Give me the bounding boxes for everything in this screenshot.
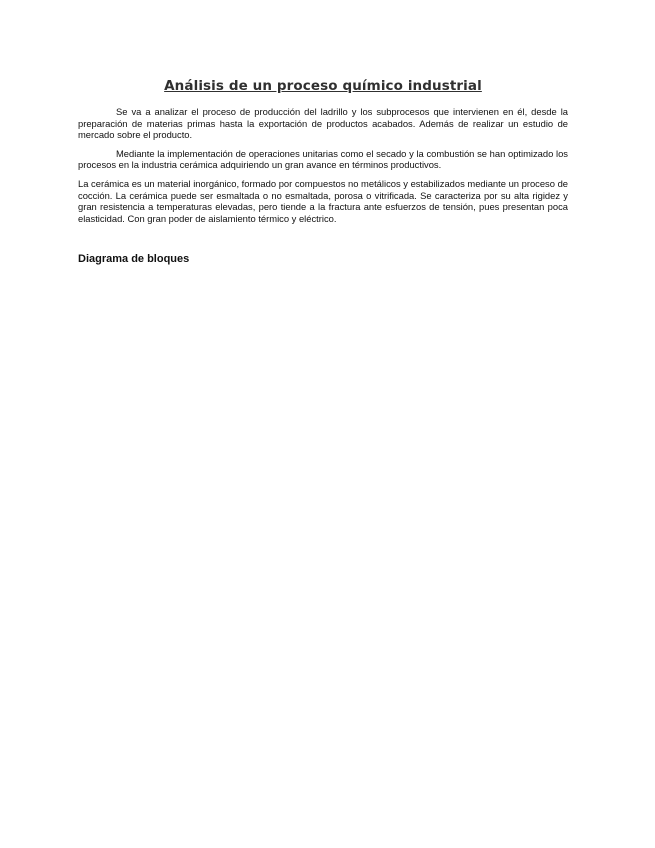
document-title: Análisis de un proceso químico industrial — [164, 78, 482, 94]
intro-paragraph: Se va a analizar el proceso de producción del ladrillo y los subprocesos que intervienen en él, desde la preparación de materias primas hasta la exportación de productos acabados. Además de realizar un estudio de mercado sobre el producto. — [78, 106, 568, 141]
ceramics-paragraph: La cerámica es un material inorgánico, formado por compuestos no metálicos y estabilizados mediante un proceso de cocción. La cerámica puede ser esmaltada o no esmaltada, porosa o vitrificada. Se caracteriza por su alta rigidez y gran resistencia a temperaturas elevadas, pero tiende a la fractura ante esfuerzos de tensión, pues presentan poca elasticidad. Con gran poder de aislamiento térmico y eléctrico. — [78, 177, 568, 224]
block-diagram-heading: Diagrama de bloques — [78, 253, 190, 266]
document-body — [78, 78, 568, 265]
unit-operations-paragraph: Mediante la implementación de operaciones unitarias como el secado y la combustión se han optimizado los procesos en la industria cerámica adquiriendo un gran avance en términos productivos. — [78, 147, 568, 171]
